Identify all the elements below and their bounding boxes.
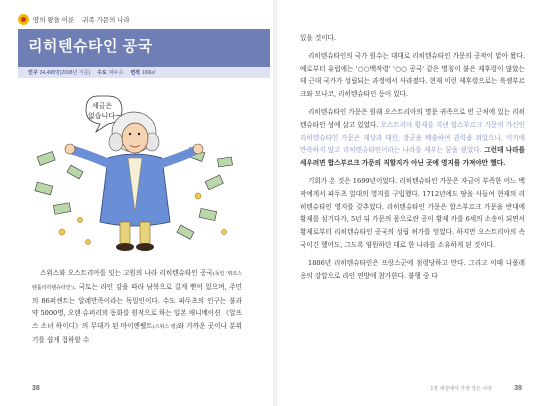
right-page (277, 0, 550, 406)
bubble-line2: 없습니다~ (88, 112, 121, 120)
left-body-text (32, 267, 242, 352)
right-paragraph-3: 리히텐슈타인 가문은 원래 오스트리아의 명문 귀족으로 빈 근처에 있는 리히텐슈타인 성에 살고 있었다. 오스트리아 황제를 지낸 합스부르크 가문의 가신인 리히텐슈타인 가문은 재상과 대신, 장군을 배출하여 권력을 쥐었으나, 이키에 만족하지 않고 리히텐슈타인이라는 나라를 세우는 꿈을 꿨었다. 그런데 나라를 세우려면 합스부르크 가문의 직할지가 아닌 곳에 영지를 가져야만 했다. (300, 107, 526, 168)
nobleman-drawing (28, 92, 243, 262)
right-paragraph-5: 1806년 리히텐슈타인은 프랑스군에 점령당하고 만다. 그리고 이때 나폴레옹의 강압으로 라인 연방에 참가한다. 불행 중 다 (300, 258, 525, 280)
right-paragraph-1: 있을 것이다. (300, 34, 337, 42)
chapter-badge-icon (18, 14, 29, 25)
area-info: 면적 160㎢ (130, 70, 156, 76)
right-body-text (300, 32, 525, 287)
right-paragraph-2: 리히텐슈타인의 국가 원수는 대대로 리히텐슈타인 가문의 공작이 맡아 왔다. 예로부터 유럽에는 '○○백작령' '○○ 공국' 같은 명칭이 붙은 제후령이 많았는데 근대 국가가 성립되는 과정에서 사라졌다. 현재 이런 제후령으로는 룩셈부르크와 모나코, 리히텐슈타인 등이 있다. (300, 51, 525, 99)
bubble-line1: 세금은 (92, 102, 113, 110)
chapter-tag (18, 14, 130, 25)
page-number-left: 38 (32, 385, 40, 392)
running-head: 1장 세상에서 가장 작은 나라 (430, 386, 492, 392)
right-paragraph-4: 기회가 온 것은 1699년이었다. 리히텐슈타인 가문은 자금이 부족한 어느 백작에게서 파두츠 일대의 영지를 구입했다. 1712년에도 땅을 사들여 현재의 리히텐슈타인 영지를 갖추었다. 리히텐슈타인 가문은 합스부르크 가문을 반대에 황제를 섬기다가, 5년 뒤 가문의 몸으로란 공이 황제 카를 6세의 소송이 되면서 황제로부터 리히텐슈타인 공국의 성립 허가를 얻었다. 하지만 오스트리아의 속국이긴 했어도, 그도록 염원하던 대로 한 나라를 소유하게 된 것이다. (300, 176, 525, 249)
page-number-right: 39 (514, 385, 522, 392)
country-info-bar (18, 67, 270, 78)
left-page (0, 0, 274, 406)
chapter-sub: 귀족 가문의 나라 (82, 17, 130, 24)
highlighted-text: 오스트리아 황제를 지낸 합스부르크 가문의 가신인 리히텐슈타인 가문은 재상과 대신, 장군을 배출하여 권력을 쥐었으나, 이키에 만족하지 않고 리히텐슈타인이라는 나라를 세우는 꿈을 꿨었다. (300, 120, 525, 155)
chapter-main: 땅의 왕을 이룬 (33, 17, 75, 24)
chapter-separator (77, 16, 79, 23)
population-info: 인구 34,498명(2008년 기준) (28, 70, 91, 76)
capital-info: 수도 파두츠 (97, 70, 124, 76)
left-paragraph-1: 스위스와 오스트리아를 잇는 고원의 나라 리히텐슈타인 공국(독일 '퓌르스텐툼리히텐슈타인'). 국토는 라인 강을 따라 남북으로 길게 뻗어 있으며, 주민의 86퍼센트는 알레만족이라는 독일인이다. 수도 파두츠의 인구는 불과 약 5000명, 오랜 슈퍼리의 동화를 원작으로 하는 일본 애니메이션 《알프스 소녀 하이디》의 무대가 된 마이엔펠트(스위스 령)와 가까운 곳이나 분위기를 쉽게 접하할 수 (32, 269, 242, 344)
page-title: 리히텐슈타인 공국 (28, 38, 153, 55)
title-banner (18, 29, 270, 67)
nobleman-illustration (28, 92, 243, 262)
